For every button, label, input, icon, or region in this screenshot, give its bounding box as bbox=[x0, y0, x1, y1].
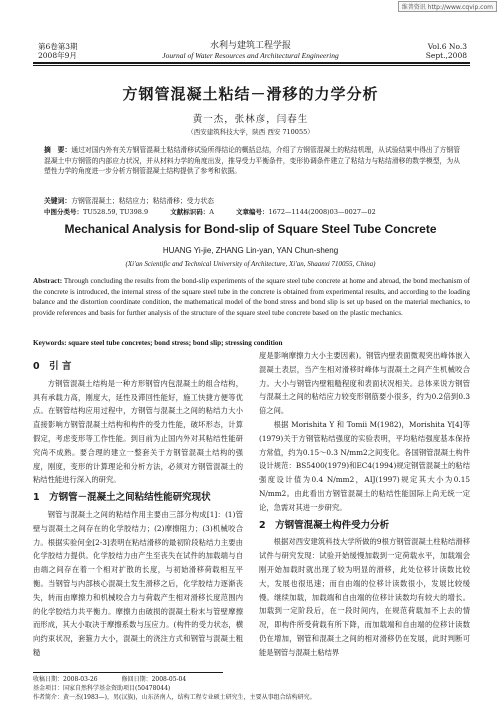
received-date: 收稿日期：2008-03-26 修回日期：2008-05-04 bbox=[33, 676, 187, 683]
keywords-cn-text: 方钢管混凝土；粘结应力；粘结滑移；受力状态 bbox=[71, 197, 214, 205]
footnote-rule bbox=[33, 672, 223, 673]
footnotes bbox=[33, 675, 473, 702]
authors-en: HUANG Yi-jie, ZHANG Lin-yan, YAN Chun-sheng bbox=[162, 246, 339, 255]
article-title-cn: 方钢管混凝土粘结－滑移的力学分析 bbox=[122, 85, 379, 103]
article-id-value: 1672—1144(2008)03—0027—02 bbox=[268, 208, 376, 216]
authors-cn: 黄一杰，张林彦，闫春生 bbox=[192, 114, 309, 125]
fund-note: 基金项目：国家自然科学基金资助项目(50478044) bbox=[33, 685, 171, 692]
date-cn: 2008年9月 bbox=[38, 51, 77, 60]
article-id-label: 文章编号： bbox=[235, 208, 269, 216]
source-stamp: 维普资讯 http://www.cqvip.com bbox=[398, 1, 497, 12]
affiliation-cn: （西安建筑科技大学，陕西 西安 710055） bbox=[187, 128, 314, 136]
clc-label: 中图分类号： bbox=[44, 208, 83, 216]
author-bio: 作者简介：黄一杰(1983—)，男(汉族)，山东济南人，结构工程专业硕士研究生，主要从事组合结构研究。 bbox=[33, 694, 316, 701]
abstract-cn bbox=[44, 145, 460, 177]
continued-paragraph: 度是影响摩擦力大小主要因素)。钢管内壁表面微观突出峰体嵌入混凝土表层，当产生相对滑移时峰体与混凝土之间产生机械咬合力。大小与钢管内壁粗糙程度和表面状况相关。总体来说方钢管与混凝土之间的粘结应力较变形钢筋要小很多，约为0.2倍到0.3倍之间。 bbox=[259, 351, 470, 416]
keywords-en-label: Keywords: bbox=[33, 339, 67, 347]
abstract-en-label: Abstract: bbox=[33, 277, 63, 285]
section-1-heading: 1 方钢管－混凝土之间粘结性能研究现状 bbox=[33, 492, 211, 504]
journal-name-en: Journal of Water Resources and Architectural Engineering bbox=[162, 51, 339, 60]
affiliation-en: (Xi'an Scientific and Technical University of Architecture, Xi'an, Shaanxi 710055, China) bbox=[125, 260, 376, 268]
abstract-en-text: Through concluding the results from the bond-slip experiments of the square steel tube concrete at home and abroad, the bond mechanism of the concrete is introduced, the internal stress of the square steel tube in the concrete is obtained from experimental results, and according to the loading balance and the distortion coordinate condition, the mathematical model of the bond stress and bond slip is set up based on the material mechanics, to provide references and basis for further analysis of the structure of the square steel tube concrete based on the plastic mechanics. bbox=[33, 277, 470, 317]
date-en: Sept.,2008 bbox=[425, 51, 467, 60]
right-column bbox=[259, 349, 470, 660]
abstract-cn-label: 摘 要： bbox=[44, 146, 72, 154]
header-rule-thin bbox=[33, 65, 470, 66]
classification-line bbox=[44, 207, 460, 216]
article-title-en: Mechanical Analysis for Bond-slip of Square Steel Tube Concrete bbox=[64, 222, 437, 236]
section-0-heading: 0 引 言 bbox=[33, 361, 72, 372]
abstract-en bbox=[33, 276, 470, 318]
intro-paragraph: 方钢管混凝土结构是一种方形钢管内包混凝土的组合结构，具有承载力高，刚度大，延性及滞回性能好，施工快捷方便等优点。在钢管结构应用过程中，方钢管与混凝土之间的粘结力大小直接影响方钢管混凝土结构和构件的受力性能，破坏形态，计算假定，考虑变形等工作性能。到目前为止国内外对其粘结性能研究尚不成熟。要合理的建立一整套关于方钢管混凝土结构的强度，刚度，变形的计算理论和分析方法，必须对方钢管混凝土的粘结性能进行深入的研究。 bbox=[33, 378, 243, 485]
clc-value: TU528.59, TU398.9 bbox=[83, 208, 149, 216]
journal-name-cn: 水利与建筑工程学报 bbox=[209, 41, 291, 51]
volume-cn: 第6卷第3期 bbox=[38, 42, 78, 51]
keywords-en-text: square steel tube concretes; bond stress; bond slip; stressing condition bbox=[68, 339, 283, 347]
volume-en: Vol.6 No.3 bbox=[427, 42, 467, 51]
issue-info-en bbox=[426, 42, 467, 60]
abstract-cn-text: 通过对国内外有关方钢管混凝土粘结滑移试验所得结论的概括总结，介绍了方钢管混凝土的粘结机理，从试验结果中得出了方钢管混凝土中方钢管的内部应力状况，并从材料力学的角度出发，推导受力平衡条件，变形协调条件建立了粘结力与粘结滑移的数学模型，为从塑性力学的角度进一步分析方钢管混凝土结构提供了参考和依据。 bbox=[44, 146, 460, 175]
left-column bbox=[33, 356, 243, 660]
keywords-cn bbox=[44, 196, 460, 207]
standards-paragraph: 根据 Morishita Y 和 Tomii M(1982)，Morishita Y[4]等(1979)关于方钢管粘结强度的实验表明，平均粘结强度基本保持方常值，约为0.15～0.3 N/mm2之间变化。各国钢管混凝土构件设计规范：BS5400(1979)和EC4(1994)规定钢管混凝土的粘结强度设计值为0.4 N/mm2，AIJ(1997)规定其大小为0.15 N/mm2。由此看出方钢管混凝土的粘结性能国际上尚无统一定论，急需对其进一步研究。 bbox=[259, 419, 470, 512]
keywords-en bbox=[33, 338, 470, 349]
doc-code-label: 文献标识码： bbox=[170, 208, 210, 216]
section-2-paragraph: 根据对西安建筑科技大学所做的9根方钢管混凝土柱粘结滑移试件与研究发现：试验开始缓慢加载到一定荷载水平，加载端会刚开始加载时就出现了较为明显的滑移，此处位移计读数比较大，发展也很迅速；而自由端的位移计读数很小，发展比较缓慢。继续加载，加载端和自由端的位移计读数均有较大的增长。加载到一定阶段后，在一段时间内，在规范荷载加不上去的情况，即构件所受荷载有所下降，而加载端和自由端的位移计读数仍在增加，钢管和混凝土之间的相对滑移仍在发展，此时判断可能是钢管与混凝土粘结界 bbox=[259, 537, 470, 657]
keywords-cn-label: 关键词： bbox=[44, 197, 72, 205]
doc-code-value: A bbox=[209, 208, 214, 216]
section-1-paragraph: 钢管与混凝土之间的粘结作用主要由三部分构成[1]：(1)管壁与混凝土之间存在的化学胶结力；(2)摩擦阻力；(3)机械咬合力。根据实验何金[2-3]表明在粘结滑移的最初阶段粘结力主要由化学胶结力提供。化学胶结力由产生至丧失在试件的加载端与自由端之间存在着一个相对扩散的长度，与初始滑移荷载相互平衡。当钢管与内部核心混凝土发生滑移之后，化学胶结力逐渐丧失，转而由摩擦力和机械咬合力与荷载产生相对滑移长度范围内的化学胶结力共平衡力。摩擦力由破损的混凝土粉末与管壁摩擦而形成，其大小取决于摩擦系数与压应力。(构件的受力状态，横向约束状况，套箍力大小，混凝土的浇注方式和钢管与混凝土粗糙 bbox=[33, 509, 243, 657]
header-rule bbox=[33, 62, 470, 64]
section-2-heading: 2 方钢管混凝土构件受力分析 bbox=[259, 519, 390, 531]
